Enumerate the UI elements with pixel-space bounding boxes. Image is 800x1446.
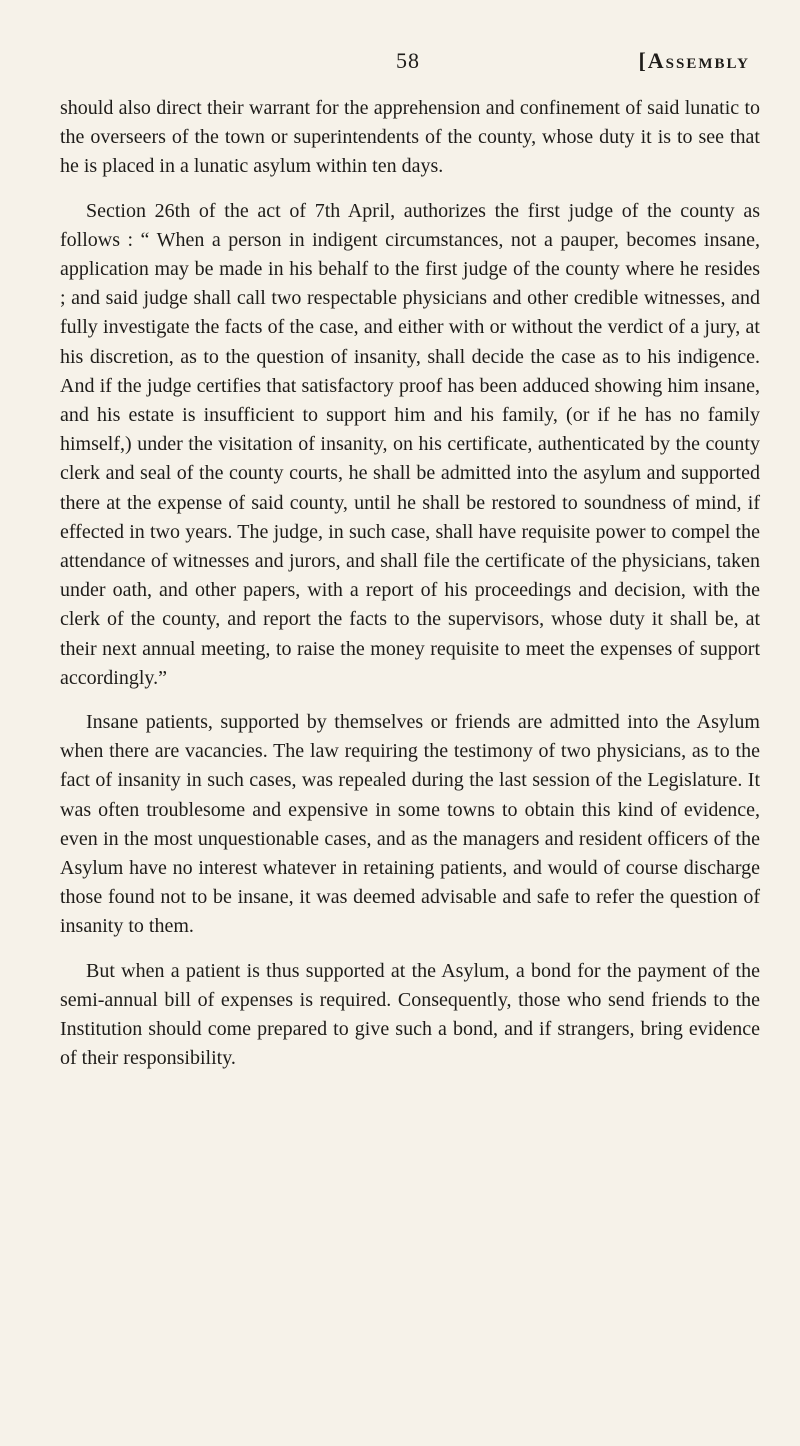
paragraph-continuation: should also direct their warrant for the apprehension and confinement of said lunatic to the overseers of the town or superintendents of the county, whose duty it is to see that he is placed in a lunatic asylum within ten days. <box>60 97 760 178</box>
paragraph-insane-patients: Insane patients, supported by themselves or friends are admitted into the Asylum when there are vacancies. The law requiring the testimony of two physicians, as to the fact of insanity in such cases, was repealed during the last session of the Legislature. It was often troublesome and expensive in some towns to obtain this kind of evidence, even in the most unquestionable cases, and as the managers and resident officers of the Asylum have no interest whatever in retaining patients, and would of course discharge those found not to be insane, it was deemed advisable and safe to refer the question of insanity to them. <box>60 711 760 938</box>
paragraph-section-26: Section 26th of the act of 7th April, authorizes the first judge of the county as follows : “ When a person in indigent circumstances, not a pauper, becomes insane, application may be made in his behalf to the first judge of the county where he resides ; and said judge shall call two respectable physicians and other credible witnesses, and fully investigate the facts of the case, and either with or without the verdict of a jury, at his discretion, as to the question of insanity, shall decide the case as to his indigence. And if the judge certifies that satisfactory proof has been adduced showing him insane, and his estate is insufficient to support him and his family, (or if he has no family himself,) under the visitation of insanity, on his certificate, authenticated by the county clerk and seal of the county courts, he shall be admitted into the asylum and supported there at the expense of said county, until he shall be restored to soundness of mind, if effected in two years. The judge, in such case, shall have requisite power to compel the attendance of witnesses and jurors, and shall file the certificate of the physicians, taken under oath, and other papers, with a report of his proceedings and decision, with the clerk of the county, and report the facts to the supervisors, whose duty it shall be, at their next annual meeting, to raise the money requisite to meet the expenses of support accordingly.” <box>60 199 760 689</box>
page-header <box>60 48 760 94</box>
page-number: 58 <box>396 48 420 73</box>
running-head: [Assembly <box>638 48 750 73</box>
paragraph-bond: But when a patient is thus supported at the Asylum, a bond for the payment of the semi-annual bill of expenses is required. Consequently, those who send friends to the Institution should come prepared to give such a bond, and if strangers, bring evidence of their responsibility. <box>60 959 760 1070</box>
